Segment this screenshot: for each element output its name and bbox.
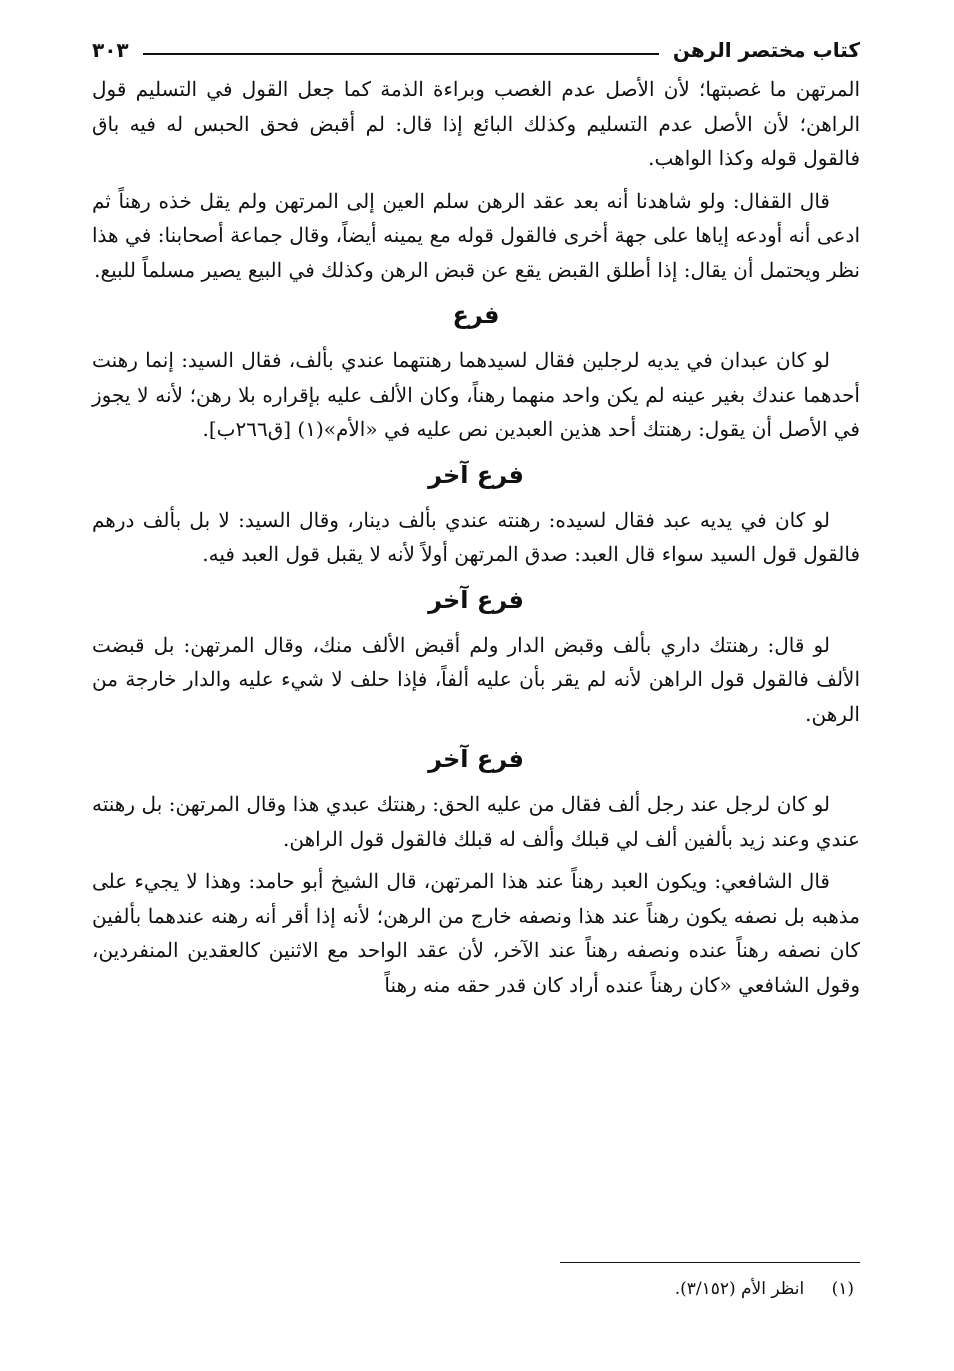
section-heading-1: فرع [452, 301, 500, 329]
section-heading-4: فرع آخر [428, 745, 524, 773]
footnote-rule [560, 1262, 860, 1263]
footnote-number: (١) [831, 1279, 854, 1299]
book-title: كتاب مختصر الرهن [672, 38, 860, 62]
paragraph-3: لو كان عبدان في يديه لرجلين فقال لسيدهما رهنتهما عندي بألف، فقال السيد: إنما رهنت أحدهما عندك بغير عينه لم يكن واحد منهما رهناً، وكان الألف عليه بإقراره بلا رهن؛ لأنه لا يجوز في الأصل أن يقول: رهنتك أحد هذين العبدين نص عليه في «الأم»(١) [ق٢٦٦ب]. [92, 348, 860, 441]
paragraph-1: المرتهن ما غصبتها؛ لأن الأصل عدم الغصب وبراءة الذمة كما جعل القول في التسليم قول الراهن؛ لأن الأصل عدم التسليم وكذلك البائع إذا قال: لم أقبض فحق الحبس له فيه باق فالقول قوله وكذا الواهب. [92, 77, 860, 170]
running-header [92, 30, 860, 70]
footnote-area [92, 1262, 860, 1303]
section-heading-3: فرع آخر [428, 585, 524, 614]
paragraph-5: لو قال: رهنتك داري بألف وقبض الدار ولم أقبض الألف منك، وقال المرتهن: بل قبضت الألف فالقول قول الراهن لأنه لم يقر بأن عليه ألفاً، فإذا حلف لا شيء عليه والدار خارجة من الرهن. [92, 632, 860, 726]
document-page [92, 30, 860, 1010]
footnote-text: انظر الأم (٣/١٥٢). [674, 1279, 805, 1299]
paragraph-7: قال الشافعي: ويكون العبد رهناً عند هذا المرتهن، قال الشيخ أبو حامد: وهذا لا يجيء على مذهبه بل نصفه يكون رهناً عند هذا ونصفه خارج من الرهن؛ لأنه إذا أقر أنه رهنه عندهما بألفين كان نصفه رهناً عنده ونصفه رهناً عند الآخر، لأن عقد الواحد مع الاثنين كالعقدين المنفردين، وقول الشافعي «كان رهناً عنده أراد كان قدر حقه منه رهناً [92, 869, 860, 997]
section-heading-2: فرع آخر [428, 460, 524, 489]
paragraph-6: لو كان لرجل عند رجل ألف فقال من عليه الحق: رهنتك عبدي هذا وقال المرتهن: بل رهنته عندي وعند زيد بألفين ألف لي قبلك وألف له قبلك فالقول قول الراهن. [92, 792, 860, 851]
header-rule [143, 53, 659, 55]
paragraph-2: قال القفال: ولو شاهدنا أنه بعد عقد الرهن سلم العين إلى المرتهن ولم يقل خذه رهناً ثم ادعى أنه أودعه إياها على جهة أخرى فالقول قوله مع يمينه أيضاً، وقال جماعة أصحابنا: في هذا نظر ويحتمل أن يقال: إذا أطلق القبض يقع عن قبض الرهن وكذلك في البيع يصير مسلماً للبيع. [92, 188, 860, 282]
page-number: ٣٠٣ [92, 38, 129, 62]
footnote [92, 1275, 860, 1303]
paragraph-4: لو كان في يديه عبد فقال لسيده: رهنته عندي بألف دينار، وقال السيد: لا بل بألف درهم فالقول قول السيد سواء قال العبد: صدق المرتهن أولاً لأنه لا يقبل قول العبد فيه. [92, 507, 860, 566]
